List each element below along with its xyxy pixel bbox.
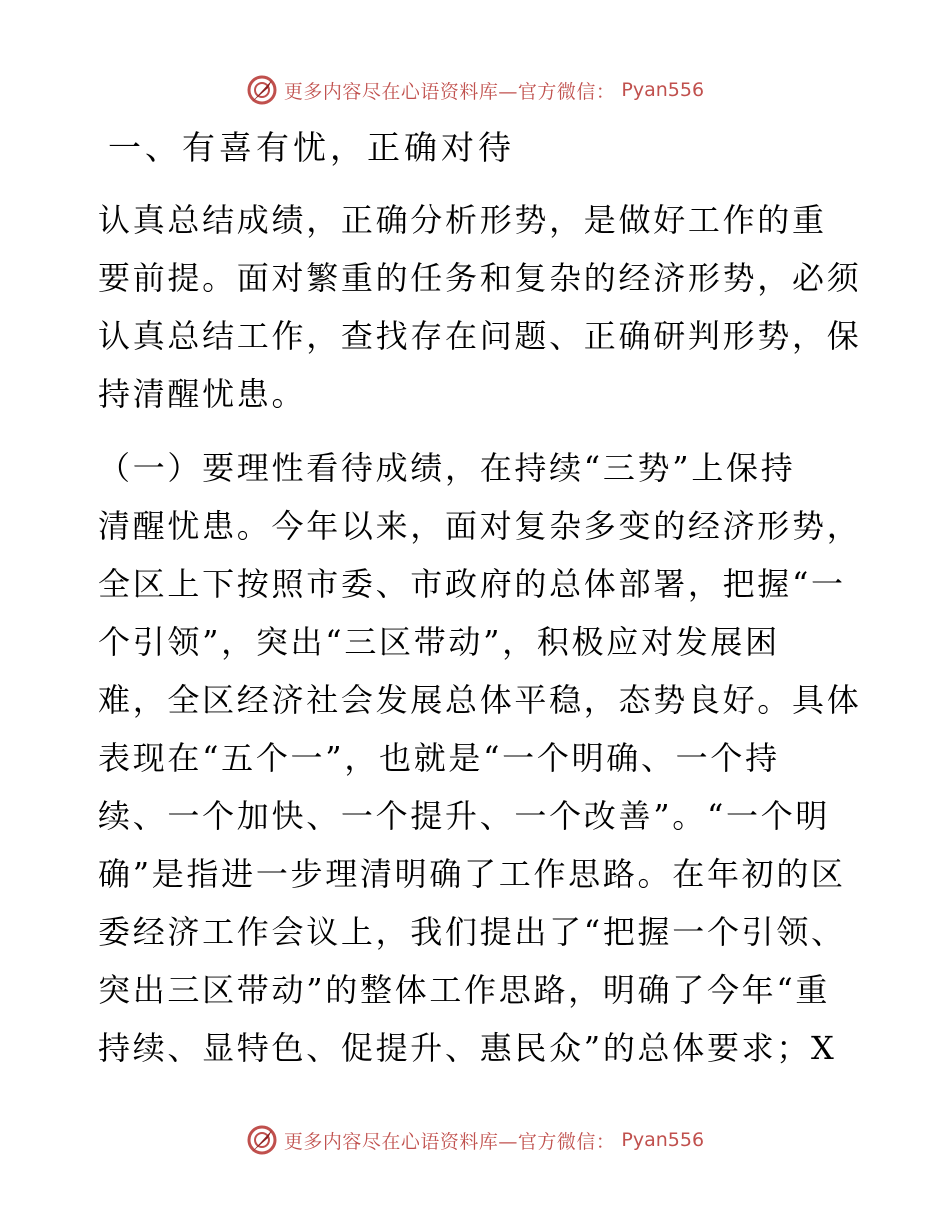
- watermark-wechat-id: Pyan556: [621, 1129, 705, 1151]
- paragraph-2-line: 确”是指进一步理清明确了工作思路。在年初的区: [98, 855, 846, 893]
- paragraph-2-line: 全区上下按照市委、市政府的总体部署，把握“一: [98, 565, 846, 603]
- quill-logo-icon: [246, 74, 278, 106]
- paragraph-2-line: 突出三区带动”的整体工作思路，明确了今年“重: [98, 971, 831, 1009]
- paragraph-2-line: 个引领”，突出“三区带动”，积极应对发展困: [98, 623, 780, 661]
- paragraph-2-line: 难，全区经济社会发展总体平稳，态势良好。具体: [98, 681, 862, 719]
- paragraph-2-line: （一）要理性看待成绩，在持续“三势”上保持: [98, 449, 796, 487]
- paragraph-2-line: 委经济工作会议上，我们提出了“把握一个引领、: [98, 913, 846, 951]
- paragraph-2-line: 清醒忧患。今年以来，面对复杂多变的经济形势，: [98, 507, 862, 545]
- watermark-text: 更多内容尽在心语资料库—官方微信：: [283, 1130, 616, 1153]
- paragraph-1-line: 认真总结工作，查找存在问题、正确研判形势，保: [98, 317, 862, 355]
- paragraph-1-line: 要前提。面对繁重的任务和复杂的经济形势，必须: [98, 259, 862, 297]
- watermark-text: 更多内容尽在心语资料库—官方微信：: [283, 80, 616, 103]
- paragraph-2-line: 表现在“五个一”，也就是“一个明确、一个持: [98, 739, 780, 777]
- watermark-wechat-id: Pyan556: [621, 79, 705, 101]
- watermark-header: [0, 70, 950, 110]
- paragraph-1-line: 认真总结成绩，正确分析形势，是做好工作的重: [98, 201, 827, 239]
- watermark-footer: [0, 1120, 950, 1160]
- section-heading: 一、有喜有忧，正确对待: [108, 128, 515, 167]
- paragraph-1-line: 持清醒忧患。: [98, 375, 307, 413]
- paragraph-2-line: 续、一个加快、一个提升、一个改善”。“一个明: [98, 797, 831, 835]
- paragraph-2-line: 持续、显特色、促提升、惠民众”的总体要求；X: [98, 1029, 837, 1067]
- quill-logo-icon: [246, 1124, 278, 1156]
